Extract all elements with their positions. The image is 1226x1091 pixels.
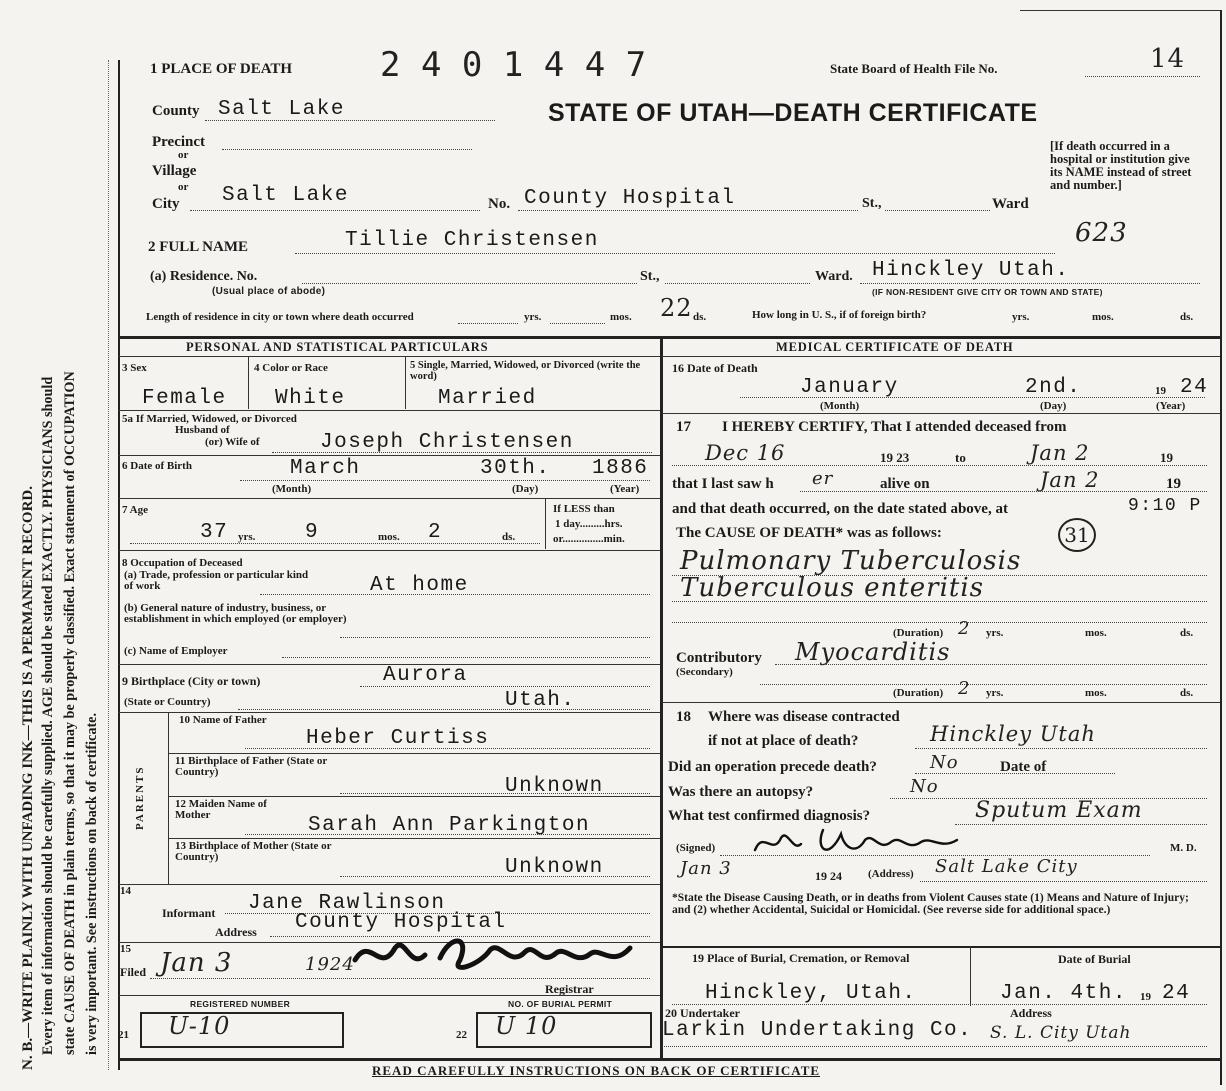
burial-place: Hinckley, Utah. bbox=[705, 982, 917, 1005]
cause-code: 31 bbox=[1058, 518, 1096, 552]
residence-ward-line bbox=[860, 283, 1200, 284]
medical-heading-rule bbox=[662, 356, 1220, 357]
occupation-a: (a) Trade, profession or particular kind of work bbox=[124, 569, 309, 592]
md-label: M. D. bbox=[1170, 842, 1197, 854]
address-label-medical: (Address) bbox=[868, 868, 914, 880]
frame-right bbox=[1220, 10, 1222, 1085]
dod-day-cap: (Day) bbox=[1040, 400, 1067, 412]
filed-value: Jan 3 bbox=[160, 948, 233, 978]
secondary-label: (Secondary) bbox=[676, 666, 733, 678]
sex-col-divider bbox=[248, 357, 249, 409]
occupation-b: (b) General nature of industry, business, or establishment in which employed (or employer) bbox=[124, 602, 347, 625]
dod-label: 16 Date of Death bbox=[672, 361, 758, 375]
less-than-3: or...............min. bbox=[553, 533, 625, 545]
state-file-line bbox=[1085, 76, 1200, 77]
undertaker-label: 20 Undertaker bbox=[665, 1006, 740, 1020]
burial-year-prefix: 19 bbox=[1140, 991, 1151, 1003]
precinct-label: Precinct bbox=[152, 134, 206, 150]
duration-mos-2: mos. bbox=[1085, 687, 1107, 699]
ward-written: 623 bbox=[1075, 218, 1128, 248]
age-yrs-label: yrs. bbox=[238, 531, 256, 543]
contributory-label: Contributory bbox=[676, 650, 762, 666]
father-line bbox=[245, 748, 650, 749]
us-residence-label: How long in U. S., if of foreign birth? bbox=[752, 309, 927, 321]
usual-place-note: (Usual place of abode) bbox=[212, 286, 326, 297]
operation-label: Did an operation precede death? bbox=[668, 759, 877, 775]
residence-label: (a) Residence. No. bbox=[150, 269, 258, 284]
cause-line-rule-3 bbox=[672, 622, 1207, 623]
marital-label: 5 Single, Married, Widowed, or Divorced (write the word) bbox=[410, 360, 641, 382]
duration-label-1: (Duration) bbox=[893, 627, 944, 639]
father-birthplace-label: 11 Birthplace of Father (State or Country) bbox=[175, 755, 328, 778]
death-time: 9:10 P bbox=[1128, 496, 1202, 516]
certificate-number: 2 4 0 1 4 4 7 bbox=[380, 45, 647, 85]
medical-heading: MEDICAL CERTIFICATE OF DEATH bbox=[776, 340, 1014, 354]
registrar-signature bbox=[350, 930, 650, 980]
registered-number-label: REGISTERED NUMBER bbox=[190, 999, 291, 1009]
mother-value: Sarah Ann Parkington bbox=[308, 814, 591, 837]
physician-address: Salt Lake City bbox=[935, 856, 1078, 877]
age-mos-label: mos. bbox=[378, 531, 400, 543]
age-days: 2 bbox=[428, 521, 443, 544]
field-22-value: U 10 bbox=[495, 1012, 558, 1040]
medical-rule-3 bbox=[662, 946, 1220, 948]
state-file-no: 14 bbox=[1150, 44, 1186, 74]
test-label: What test confirmed diagnosis? bbox=[668, 808, 871, 824]
father-birthplace-value: Unknown bbox=[505, 775, 604, 798]
mother-birthplace-label: 13 Birthplace of Mother (State or Country) bbox=[175, 840, 332, 863]
filed-num: 15 bbox=[120, 943, 131, 955]
duration-ds-1: ds. bbox=[1180, 627, 1194, 639]
residence-line bbox=[302, 283, 637, 284]
burial-date: Jan. 4th. bbox=[1000, 982, 1127, 1005]
attend-to-year: 19 bbox=[1160, 450, 1173, 465]
birthplace-city: Aurora bbox=[383, 664, 468, 687]
dod-day: 2nd. bbox=[1025, 376, 1082, 399]
county-line bbox=[205, 120, 495, 121]
field-22-num: 22 bbox=[456, 1029, 467, 1041]
birthplace-state-caption: (State or Country) bbox=[124, 696, 211, 708]
autopsy-label: Was there an autopsy? bbox=[668, 784, 814, 800]
county-label: County bbox=[152, 103, 200, 119]
place-of-death-label: 1 PLACE OF DEATH bbox=[150, 61, 293, 77]
row-rule-9 bbox=[118, 995, 660, 996]
contracted-line bbox=[915, 748, 1207, 749]
section-top-rule bbox=[118, 336, 1220, 339]
row-rule-6 bbox=[118, 712, 660, 713]
us-ds: ds. bbox=[1180, 311, 1194, 323]
attend-line bbox=[672, 465, 1207, 466]
state-file-label: State Board of Health File No. bbox=[830, 61, 998, 76]
mother-birthplace-value: Unknown bbox=[505, 856, 604, 879]
cause-line-2: Tuberculous enteritis bbox=[680, 573, 984, 603]
alive-year: 19 bbox=[1166, 476, 1181, 492]
employer-name-line bbox=[282, 657, 650, 658]
burial-label: 19 Place of Burial, Cremation, or Removal bbox=[692, 951, 910, 965]
dod-year: 24 bbox=[1180, 376, 1209, 399]
residence-st-label: St., bbox=[640, 269, 660, 284]
last-saw-line bbox=[800, 491, 1207, 492]
medical-footnote: *State the Disease Causing Death, or in deaths from Violent Causes state (1) Means and Nature of Injury; and (2) whether Accidental, Suicidal or Homicidal. (See reverse side for additional space.) bbox=[672, 892, 1189, 916]
mother-line bbox=[245, 834, 650, 835]
occupation-value: At home bbox=[370, 574, 469, 597]
dob-day-cap: (Day) bbox=[512, 483, 539, 495]
dob-year-cap: (Year) bbox=[610, 483, 640, 495]
contracted-value: Hinckley Utah bbox=[930, 722, 1096, 746]
dob-month: March bbox=[290, 457, 361, 480]
spouse-line bbox=[272, 452, 652, 453]
attend-to: Jan 2 bbox=[1030, 441, 1090, 465]
informant-value: Jane Rawlinson bbox=[248, 892, 446, 915]
dod-month-cap: (Month) bbox=[820, 400, 860, 412]
sidebar-line-4: is very important. See instructions on back of certificate. bbox=[84, 712, 100, 1055]
field-18-num: 18 bbox=[676, 709, 691, 725]
test-value: Sputum Exam bbox=[975, 798, 1143, 823]
test-line bbox=[955, 824, 1207, 825]
dod-year-prefix: 19 bbox=[1155, 385, 1166, 397]
alive-on-label: alive on bbox=[880, 476, 930, 492]
duration-1: 2 bbox=[958, 618, 971, 639]
row-rule-1 bbox=[118, 410, 660, 411]
st-label: St., bbox=[862, 196, 882, 211]
autopsy-value: No bbox=[910, 776, 939, 797]
cause-label: The CAUSE OF DEATH* was as follows: bbox=[676, 525, 942, 541]
color-value: White bbox=[275, 387, 346, 410]
dod-year-cap: (Year) bbox=[1156, 400, 1186, 412]
informant-label: Informant bbox=[162, 906, 216, 920]
or-1: or bbox=[178, 149, 189, 161]
occupation-c: (c) Name of Employer bbox=[124, 645, 228, 657]
full-name-label: 2 FULL NAME bbox=[148, 239, 249, 255]
spouse-label-2: Husband of bbox=[175, 424, 230, 436]
medical-rule-1 bbox=[662, 413, 1220, 414]
dob-month-cap: (Month) bbox=[272, 483, 312, 495]
dob-line bbox=[240, 480, 650, 481]
ward-line bbox=[885, 210, 990, 211]
undertaker-address-label: Address bbox=[1010, 1006, 1052, 1020]
to-label: to bbox=[955, 450, 966, 465]
color-label: 4 Color or Race bbox=[254, 362, 328, 374]
age-line bbox=[130, 543, 540, 544]
us-mos: mos. bbox=[1092, 311, 1114, 323]
employer-nature-line bbox=[340, 637, 650, 638]
filed-year: 1924 bbox=[305, 954, 355, 975]
duration-yrs-1: yrs. bbox=[986, 627, 1004, 639]
birthplace-state: Utah. bbox=[505, 689, 576, 712]
race-col-divider bbox=[405, 357, 406, 409]
row-rule-7 bbox=[118, 884, 660, 885]
dob-year: 1886 bbox=[592, 457, 649, 480]
street-no-value: County Hospital bbox=[524, 187, 736, 210]
operation-value: No bbox=[930, 752, 959, 773]
dob-day: 30th. bbox=[480, 457, 551, 480]
mother-label: 12 Maiden Name of Mother bbox=[175, 798, 267, 821]
father-birthplace-line bbox=[340, 793, 650, 794]
village-label: Village bbox=[152, 163, 197, 179]
dob-label: 6 Date of Birth bbox=[122, 460, 192, 472]
residence-st-line bbox=[665, 283, 810, 284]
row-rule-4 bbox=[118, 550, 660, 551]
length-mos: mos. bbox=[610, 311, 632, 323]
nonresident-note: (IF NON-RESIDENT GIVE CITY OR TOWN AND STATE) bbox=[872, 287, 1103, 297]
birthplace-city-line bbox=[360, 686, 650, 687]
mother-birthplace-line bbox=[340, 876, 650, 877]
informant-address-value: County Hospital bbox=[295, 911, 507, 934]
age-ds-label: ds. bbox=[502, 531, 516, 543]
dod-line bbox=[740, 397, 1205, 398]
undertaker-city: S. L. City Utah bbox=[990, 1023, 1132, 1043]
last-saw-label: that I last saw h bbox=[672, 476, 774, 492]
attend-from: Dec 16 bbox=[705, 441, 786, 465]
sidebar-line-3: state CAUSE OF DEATH in plain terms, so that it may be properly classified. Exact statement of OCCUPATION bbox=[62, 371, 78, 1055]
father-label: 10 Name of Father bbox=[179, 714, 267, 726]
length-residence-label: Length of residence in city or town where death occurred bbox=[146, 311, 414, 323]
ward-label: Ward bbox=[992, 196, 1029, 212]
registrar-label: Registrar bbox=[545, 982, 594, 996]
or-2: or bbox=[178, 181, 189, 193]
father-value: Heber Curtiss bbox=[306, 727, 490, 750]
last-saw-value: er bbox=[812, 468, 834, 489]
row-rule-mother bbox=[168, 796, 660, 797]
duration-ds-2: ds. bbox=[1180, 687, 1194, 699]
city-label: City bbox=[152, 196, 180, 212]
row-rule-mother-bp bbox=[168, 838, 660, 839]
marital-value: Married bbox=[438, 387, 537, 410]
not-place-label: if not at place of death? bbox=[708, 733, 859, 749]
medical-rule-2 bbox=[662, 702, 1220, 703]
frame-left bbox=[118, 60, 120, 1070]
footer-rule bbox=[118, 1058, 1220, 1061]
personal-heading: PERSONAL AND STATISTICAL PARTICULARS bbox=[186, 340, 489, 354]
center-divider bbox=[660, 336, 663, 1059]
duration-yrs-2: yrs. bbox=[986, 687, 1004, 699]
filed-line bbox=[150, 978, 650, 979]
spouse-label-1: 5a If Married, Widowed, or Divorced bbox=[122, 413, 297, 425]
footer-instructions: READ CAREFULLY INSTRUCTIONS ON BACK OF CERTIFICATE bbox=[372, 1063, 821, 1078]
filed-label: Filed bbox=[120, 965, 146, 979]
occupation-line bbox=[260, 594, 650, 595]
length-yrs: yrs. bbox=[524, 311, 542, 323]
frame-top bbox=[1020, 10, 1220, 11]
alive-on-value: Jan 2 bbox=[1040, 468, 1100, 492]
parents-divider bbox=[168, 712, 169, 884]
sidebar-line-1: N. B.—WRITE PLAINLY WITH UNFADING INK—THIS IS A PERMANENT RECORD. bbox=[20, 486, 36, 1070]
age-years: 37 bbox=[200, 521, 229, 544]
contributory-line bbox=[775, 664, 1207, 665]
sex-label: 3 Sex bbox=[122, 362, 147, 374]
parents-label: PARENTS bbox=[134, 765, 146, 830]
duration-label-2: (Duration) bbox=[893, 687, 944, 699]
city-line bbox=[190, 210, 480, 211]
length-ds: ds. bbox=[693, 311, 707, 323]
contributory-value: Myocarditis bbox=[795, 638, 951, 666]
city-value: Salt Lake bbox=[222, 184, 349, 207]
spouse-label-3: (or) Wife of bbox=[205, 436, 260, 448]
age-months: 9 bbox=[305, 521, 320, 544]
certify-text: I HEREBY CERTIFY, That I attended deceased from bbox=[722, 419, 1067, 435]
certificate-title: STATE OF UTAH—DEATH CERTIFICATE bbox=[548, 99, 1038, 127]
signed-label: (Signed) bbox=[676, 842, 716, 854]
row-rule-2 bbox=[118, 455, 660, 456]
undertaker-value: Larkin Undertaking Co. bbox=[662, 1019, 973, 1042]
duration-mos-1: mos. bbox=[1085, 627, 1107, 639]
birthplace-label: 9 Birthplace (City or town) bbox=[122, 674, 261, 688]
certify-num: 17 bbox=[676, 419, 691, 435]
birthplace-state-line bbox=[238, 709, 650, 710]
attend-from-year: 19 23 bbox=[880, 450, 910, 465]
undertaker-line bbox=[662, 1046, 1207, 1047]
contributory-line-2 bbox=[760, 684, 1207, 685]
dod-month: January bbox=[800, 376, 899, 399]
less-than-2: 1 day.........hrs. bbox=[555, 518, 623, 530]
cause-line-rule-2 bbox=[672, 601, 1207, 602]
residence-ward-label: Ward. bbox=[815, 269, 853, 284]
less-than-divider bbox=[545, 499, 546, 549]
length-yrs-line bbox=[458, 323, 518, 324]
row-rule-father bbox=[168, 753, 660, 754]
address-line-medical bbox=[920, 881, 1207, 882]
frame-left-inner bbox=[108, 60, 109, 1070]
occupation-label: 8 Occupation of Deceased bbox=[122, 557, 243, 569]
field-21-value: U-10 bbox=[168, 1012, 231, 1040]
hospital-note: [If death occurred in a hospital or institution give its NAME instead of street and number.] bbox=[1050, 139, 1192, 192]
personal-heading-rule bbox=[118, 356, 660, 357]
us-yrs: yrs. bbox=[1012, 311, 1030, 323]
less-than-1: If LESS than bbox=[553, 503, 615, 515]
contracted-label: Where was disease contracted bbox=[708, 709, 900, 725]
county-value: Salt Lake bbox=[218, 98, 345, 121]
burial-permit-label: NO. OF BURIAL PERMIT bbox=[508, 999, 613, 1009]
residence-ward-value: Hinckley Utah. bbox=[872, 259, 1070, 282]
duration-2: 2 bbox=[958, 678, 971, 699]
operation-line bbox=[915, 773, 1115, 774]
burial-date-label: Date of Burial bbox=[1058, 952, 1131, 966]
burial-line bbox=[672, 1004, 1207, 1005]
date-of-label: Date of bbox=[1000, 759, 1047, 775]
sidebar-line-2: Every item of information should be carefully supplied. AGE should be stated EXACTLY. PHYSICIANS should bbox=[40, 376, 56, 1055]
no-label: No. bbox=[488, 196, 511, 212]
age-label: 7 Age bbox=[122, 504, 148, 516]
full-name-value: Tillie Christensen bbox=[345, 229, 599, 252]
informant-num: 14 bbox=[120, 885, 131, 897]
registrar-signature-svg bbox=[350, 930, 650, 980]
signed-date: Jan 3 bbox=[680, 858, 732, 879]
sex-value: Female bbox=[142, 387, 227, 410]
spouse-value: Joseph Christensen bbox=[320, 431, 574, 454]
length-mos-line bbox=[550, 323, 605, 324]
burial-year: 24 bbox=[1162, 982, 1191, 1005]
cause-line-1: Pulmonary Tuberculosis bbox=[680, 546, 1022, 576]
street-line bbox=[518, 210, 858, 211]
signed-year: 19 24 bbox=[815, 869, 842, 883]
informant-address-label: Address bbox=[215, 925, 257, 939]
death-occurred-text: and that death occurred, on the date stated above, at bbox=[672, 501, 1008, 517]
field-21-num: 21 bbox=[118, 1029, 129, 1041]
length-days-value: 22 bbox=[660, 294, 693, 322]
precinct-line bbox=[222, 149, 472, 150]
full-name-line bbox=[295, 253, 1055, 254]
row-rule-3 bbox=[118, 498, 660, 499]
